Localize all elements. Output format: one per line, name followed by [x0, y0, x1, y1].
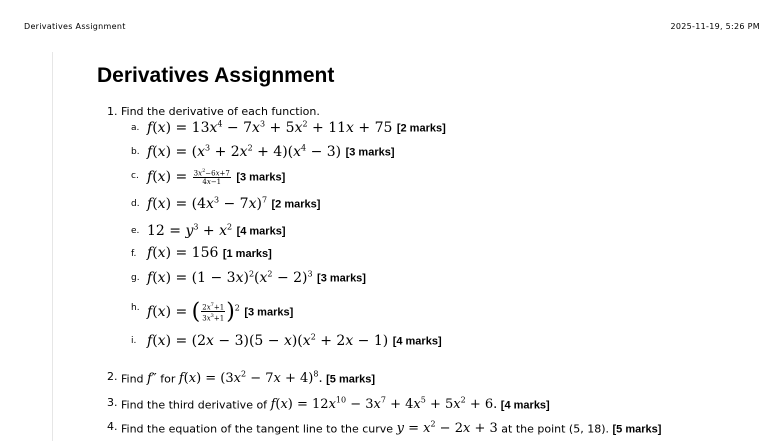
item-f: f. f(x) = 156 [1 marks]: [131, 245, 272, 261]
item-e: e. $12 = y^3 + x^2$ [4 marks]: [131, 222, 286, 239]
item-letter: a.: [131, 123, 140, 133]
question-marks: [5 marks]: [326, 373, 376, 386]
header-datetime: 2025-11-19, 5:26 PM: [670, 22, 760, 31]
item-letter: c.: [131, 171, 139, 181]
item-letter: f.: [131, 249, 137, 259]
item-letter: g.: [131, 273, 140, 283]
item-letter: e.: [131, 226, 140, 236]
question-text-after: at the point (5, 18).: [501, 422, 609, 436]
question-3: 3. Find the third derivative of $f(x) = 12x^{10} - 3x^7 + 4x^5 + 5x^2 + 6$. [4 marks]: [107, 396, 550, 413]
item-marks: [3 marks]: [244, 306, 294, 319]
question-text-before: Find the equation of the tangent line to the curve: [121, 422, 394, 436]
question-marks: [4 marks]: [500, 399, 550, 412]
item-marks: [3 marks]: [236, 171, 286, 184]
question-number: 4.: [107, 420, 118, 433]
item-letter: b.: [131, 147, 140, 157]
item-i: i. $f(x) = (2x - 3)(5 - x)(x^2 + 2x - 1)$ [4 marks]: [131, 332, 442, 349]
question-text: Find the derivative of each function.: [121, 105, 320, 118]
item-marks: [1 marks]: [222, 248, 272, 260]
item-h: h. f(x) = ( $\frac{2x^7+1}{3x^3+1}$ )$^2$ [3 marks]: [131, 299, 294, 324]
item-c: c. f(x) = $\frac{3x^2-6x+7}{4x-1}$ [3 marks]: [131, 168, 286, 187]
item-marks: [3 marks]: [345, 146, 395, 159]
page-title: Derivatives Assignment: [97, 64, 335, 87]
item-marks: [3 marks]: [317, 272, 366, 285]
item-marks: [2 marks]: [396, 122, 446, 135]
question-text-before: Find: [121, 372, 144, 386]
item-marks: [4 marks]: [236, 225, 286, 238]
question-text-mid: for: [160, 372, 176, 386]
question-number: 1.: [107, 105, 118, 118]
question-text: Find the third derivative of: [121, 398, 268, 412]
question-2: 2. Find f″ for $f(x) = (3x^2 - 7x + 4)^8$. [5 marks]: [107, 370, 376, 387]
item-letter: d.: [131, 199, 140, 209]
item-d: d. $f(x) = (4x^3 - 7x)^7$ [2 marks]: [131, 195, 321, 212]
page-margin-rule: [52, 52, 53, 441]
item-g: g. $f(x) = (1 - 3x)^2(x^2 - 2)^3$ [3 marks]: [131, 269, 366, 286]
question-1: [107, 105, 320, 118]
header-title: Derivatives Assignment: [24, 22, 126, 31]
item-marks: [2 marks]: [271, 198, 321, 211]
item-letter: i.: [131, 336, 137, 346]
question-marks: [5 marks]: [612, 423, 662, 436]
item-marks: [4 marks]: [392, 335, 442, 348]
item-a: a. $f(x) = 13x^4 - 7x^3 + 5x^2 + 11x + 75$ [2 marks]: [131, 119, 446, 136]
question-4: 4. Find the equation of the tangent line to the curve $y = x^2 - 2x + 3$ at the point (5, 18). [5 marks]: [107, 420, 662, 437]
item-b: b. $f(x) = (x^3 + 2x^2 + 4)(x^4 - 3)$ [3 marks]: [131, 143, 395, 160]
print-header: [24, 22, 760, 34]
question-number: 2.: [107, 370, 118, 383]
question-number: 3.: [107, 396, 118, 409]
item-letter: h.: [131, 303, 140, 313]
